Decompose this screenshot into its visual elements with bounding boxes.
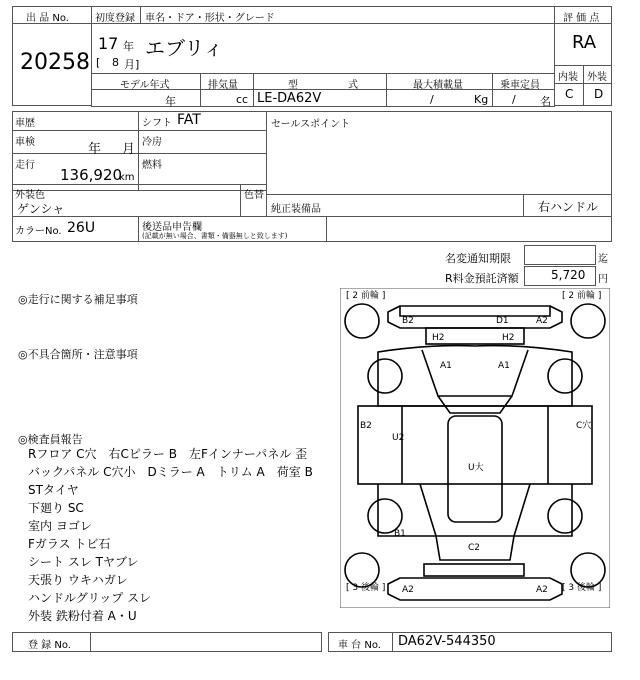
color-label: 外装色 bbox=[15, 190, 45, 201]
color-no-label: カラーNo. bbox=[15, 226, 62, 237]
inspector-note-7: 天張り ウキハガレ bbox=[28, 573, 128, 587]
capacity-sep: / bbox=[512, 93, 516, 106]
first-reg-month: 8 bbox=[112, 56, 119, 69]
recycle-label: R料金預託済額 bbox=[445, 272, 519, 285]
first-reg-year-unit: 年 bbox=[123, 40, 134, 53]
car-name: エブリィ bbox=[145, 36, 224, 60]
aircon-label: 冷房 bbox=[142, 137, 162, 148]
max-load-header: 最大積載量 bbox=[413, 80, 463, 91]
inspection-label: 車検 bbox=[15, 137, 35, 148]
repaint-label: 色替 bbox=[244, 190, 264, 201]
damage-labels bbox=[360, 316, 591, 595]
score-value: RA bbox=[572, 32, 597, 53]
type-header: 型 bbox=[288, 80, 298, 91]
inspector-note-6: シート スレ Tヤブレ bbox=[28, 555, 139, 569]
reg-label: 登 録 No. bbox=[28, 640, 71, 651]
svg-text:B2: B2 bbox=[360, 421, 372, 431]
name-change-box bbox=[524, 245, 596, 265]
recycle-value: 5,720 bbox=[551, 268, 586, 282]
name-change-label: 名変通知期限 bbox=[445, 252, 511, 265]
model-year-unit: 年 bbox=[165, 95, 176, 108]
diag-br: [ 3 後輪 ] bbox=[562, 583, 602, 593]
capacity-header: 乗車定員 bbox=[500, 80, 540, 91]
displacement-unit: cc bbox=[236, 93, 249, 106]
interior-score: C bbox=[565, 87, 574, 101]
mileage-value: 136,920 bbox=[60, 166, 123, 184]
inspector-note-8: ハンドルグリップ スレ bbox=[28, 591, 152, 605]
inspector-note-1: バックパネル C穴小 Dミラー A トリム A 荷室 B bbox=[28, 465, 313, 479]
shift-label: シフト bbox=[142, 118, 172, 129]
fuel-label: 燃料 bbox=[142, 160, 162, 171]
diag-tr: [ 2 前輪 ] bbox=[562, 291, 602, 301]
recycle-unit: 円 bbox=[598, 274, 608, 285]
car-diagram bbox=[340, 288, 610, 608]
lot-label: 出 品 No. bbox=[26, 13, 69, 24]
inspector-note-2: STタイヤ bbox=[28, 483, 79, 497]
lot-number: 20258 bbox=[20, 50, 90, 75]
section-defect: ◎不具合箇所・注意事項 bbox=[18, 348, 138, 361]
inspector-note-5: Fガラス トビ石 bbox=[28, 537, 111, 551]
shift-value: FAT bbox=[177, 112, 201, 128]
sales-point-label: セールスポイント bbox=[271, 119, 351, 130]
first-reg-year: 17 bbox=[98, 34, 119, 53]
score-label: 評 価 点 bbox=[563, 13, 600, 24]
color-value: ゲンシャ bbox=[17, 202, 65, 216]
post-report-note: (記載が無い場合、書類・備器無しと致します) bbox=[142, 232, 288, 240]
svg-text:A1: A1 bbox=[498, 361, 510, 371]
inspector-note-9: 外装 鉄粉付着 A・U bbox=[28, 609, 137, 623]
chassis-label: 車 台 No. bbox=[338, 640, 381, 651]
diag-bl: [ 3 後輪 ] bbox=[346, 583, 386, 593]
mileage-unit: km bbox=[119, 172, 135, 183]
inspector-note-3: 下廻り SC bbox=[28, 501, 84, 515]
inspector-note-4: 室内 ヨゴレ bbox=[28, 519, 92, 533]
svg-text:A2: A2 bbox=[536, 585, 548, 595]
type-header-2: 式 bbox=[348, 80, 358, 91]
genuine-label: 純正装備品 bbox=[271, 204, 321, 215]
name-change-unit: 迄 bbox=[598, 254, 608, 265]
detail-block bbox=[12, 111, 267, 191]
svg-text:U大: U大 bbox=[468, 463, 484, 473]
color-no-box bbox=[12, 216, 612, 242]
color-no-value: 26U bbox=[67, 220, 96, 236]
section-drive: ◎走行に関する補足事項 bbox=[18, 293, 138, 306]
first-reg-month-unit: 月] bbox=[124, 58, 140, 71]
handle-value: 右ハンドル bbox=[538, 200, 599, 214]
capacity-unit: 名 bbox=[540, 95, 551, 108]
max-load-unit: Kg bbox=[474, 93, 489, 106]
post-report-label: 後送品申告欄 bbox=[142, 222, 202, 233]
exterior-label: 外装 bbox=[587, 72, 607, 83]
type-value: LE-DA62V bbox=[257, 91, 322, 106]
svg-text:A2: A2 bbox=[536, 316, 548, 326]
section-inspector: ◎検査員報告 bbox=[18, 433, 83, 446]
max-load-sep: / bbox=[430, 93, 434, 106]
diag-tl: [ 2 前輪 ] bbox=[346, 291, 386, 301]
svg-text:B2: B2 bbox=[402, 316, 414, 326]
inspection-year-unit: 年 bbox=[88, 142, 102, 157]
svg-text:U2: U2 bbox=[392, 433, 405, 443]
svg-text:A2: A2 bbox=[402, 585, 414, 595]
model-year-header: モデル年式 bbox=[120, 80, 170, 91]
exterior-score: D bbox=[594, 87, 604, 101]
chassis-value: DA62V-544350 bbox=[398, 634, 496, 649]
svg-text:H2: H2 bbox=[432, 333, 445, 343]
svg-text:H2: H2 bbox=[502, 333, 515, 343]
svg-text:D1: D1 bbox=[496, 316, 509, 326]
history-label: 車歴 bbox=[15, 118, 35, 129]
displacement-header: 排気量 bbox=[208, 80, 238, 91]
svg-text:C穴: C穴 bbox=[576, 421, 592, 431]
first-reg-month-open: [ bbox=[96, 56, 101, 69]
svg-text:A1: A1 bbox=[440, 361, 452, 371]
inspection-month-unit: 月 bbox=[122, 142, 136, 157]
first-reg-label: 初度登録 bbox=[95, 13, 135, 24]
svg-text:B1: B1 bbox=[394, 529, 406, 539]
inspector-note-0: Rフロア C穴 右Cピラー B 左Fインナーパネル 歪 bbox=[28, 447, 308, 461]
interior-label: 内装 bbox=[558, 72, 578, 83]
car-name-label: 車名・ドア・形状・グレード bbox=[145, 13, 275, 24]
mileage-label: 走行 bbox=[15, 160, 35, 171]
svg-text:C2: C2 bbox=[468, 543, 481, 553]
